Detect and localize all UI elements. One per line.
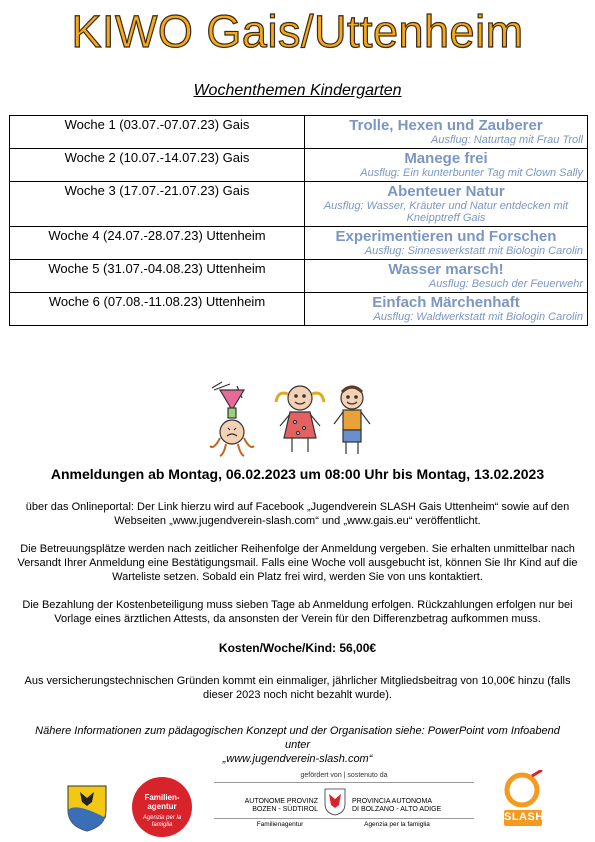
week-theme-cell: [305, 182, 588, 227]
week-theme: Trolle, Hexen und Zauberer: [349, 117, 543, 134]
info-places: Die Betreuungsplätze werden nach zeitlicher Reihenfolge der Anmeldung vergeben. Sie erhalten unmittelbar nach Versandt Ihrer Anmeldung eine Bestätigungsmail. Falls eine Woche voll ausgebucht ist, können Sie Ihr Kind auf die Warteliste setzen. Sobald ein Platz frei wird, werden Sie von uns kontaktiert.: [17, 543, 578, 583]
week-row: [10, 227, 588, 260]
week-label: Woche 5 (31.07.-04.08.23) Uttenheim: [10, 260, 305, 293]
child-boy: [334, 387, 370, 454]
province-it-line1: PROVINCIA AUTONOMA: [352, 798, 432, 805]
price-per-week: Kosten/Woche/Kind: 56,00€: [218, 641, 377, 655]
week-excursion: Ausflug: Sinneswerkstatt mit Biologin Carolin: [364, 245, 583, 257]
familienagentur-title: Familien-agentur: [144, 793, 180, 811]
week-theme: Experimentieren und Forschen: [335, 228, 557, 245]
sponsored-by-label: gefördert von | sostenuto da: [300, 772, 388, 779]
week-row: [10, 182, 588, 227]
info-payment: Die Bezahlung der Kostenbeteiligung muss sieben Tage ab Anmeldung erfolgen. Rückzahlungen erfolgen nur bei Vorlage eines ärztlichen Attests, da ansonsten der Verein für den Differenzbetrag aufkommen muss.: [22, 599, 573, 625]
province-de-line2: BOZEN - SÜDTIROL: [252, 806, 318, 813]
week-label: Woche 2 (10.07.-14.07.23) Gais: [10, 149, 305, 182]
info-online-portal: über das Onlineportal: Der Link hierzu wird auf Facebook „Jugendverein SLASH Gais Uttenheim“ sowie auf den Webseiten „www.jugendverein-slash.com“ und „www.gais.eu“ veröffentlicht.: [25, 501, 570, 527]
week-theme-cell: [305, 260, 588, 293]
footer-info-text: Nähere Informationen zum pädagogischen Konzept und der Organisation siehe: PowerPoint vom Infoabend unter: [35, 725, 560, 751]
agenzia-label: Agenzia per la famiglia: [364, 821, 430, 828]
child-girl: [276, 386, 324, 452]
province-it: [352, 798, 462, 814]
week-theme-cell: [305, 116, 588, 149]
sponsor-divider: [214, 782, 474, 783]
week-theme-cell: [305, 149, 588, 182]
week-theme: Wasser marsch!: [388, 261, 504, 278]
week-row: [10, 149, 588, 182]
week-excursion: Ausflug: Wasser, Kräuter und Natur entdecken mit Kneipptreff Gais: [323, 200, 569, 224]
familienagentur-subtitle: Agenzia per la famiglia: [142, 815, 182, 828]
week-label: Woche 6 (07.08.-11.08.23) Uttenheim: [10, 293, 305, 326]
week-theme: Abenteuer Natur: [387, 183, 505, 200]
slash-logo-text: SLASH: [504, 811, 544, 823]
province-de-line1: AUTONOME PROVINZ: [244, 798, 318, 805]
child-upside-down: [210, 382, 254, 456]
week-row: [10, 293, 588, 326]
page-subtitle: Wochenthemen Kindergarten: [193, 82, 402, 99]
footer-info-url: „www.jugendverein-slash.com“: [222, 753, 373, 765]
week-theme: Einfach Märchenhaft: [372, 294, 520, 311]
province-de: [220, 798, 318, 814]
week-theme-cell: [305, 293, 588, 326]
week-excursion: Ausflug: Waldwerkstatt mit Biologin Carolin: [373, 311, 583, 323]
week-excursion: Ausflug: Besuch der Feuerwehr: [428, 278, 583, 290]
page-title: KIWO Gais/Uttenheim: [71, 6, 524, 57]
registration-headline: Anmeldungen ab Montag, 06.02.2023 um 08:00 Uhr bis Montag, 13.02.2023: [50, 466, 545, 482]
sponsor-divider-bottom: [214, 818, 474, 819]
week-label: Woche 1 (03.07.-07.07.23) Gais: [10, 116, 305, 149]
week-label: Woche 3 (17.07.-21.07.23) Gais: [10, 182, 305, 227]
week-excursion: Ausflug: Naturtag mit Frau Troll: [430, 134, 583, 146]
week-row: [10, 260, 588, 293]
week-theme-cell: [305, 227, 588, 260]
weeks-table: [9, 115, 588, 326]
week-theme: Manege frei: [404, 150, 488, 167]
gais-coat-of-arms-logo: [66, 784, 108, 832]
footer-info: [30, 724, 565, 766]
week-excursion: Ausflug: Ein kunterbunter Tag mit Clown Sally: [360, 167, 583, 179]
children-illustration: [192, 380, 402, 460]
familienagentur-label: Familienagentur: [256, 821, 304, 828]
week-label: Woche 4 (24.07.-28.07.23) Uttenheim: [10, 227, 305, 260]
south-tyrol-eagle-logo: [324, 788, 346, 816]
province-it-line2: DI BOLZANO - ALTO ADIGE: [352, 806, 442, 813]
week-row: [10, 116, 588, 149]
sponsor-logos: [0, 768, 595, 842]
info-membership: Aus versicherungstechnischen Gründen kommt ein einmaliger, jährlicher Mitgliedsbeitrag von 10,00€ hinzu (falls dieser 2023 noch nicht bezahlt wurde).: [24, 675, 571, 701]
